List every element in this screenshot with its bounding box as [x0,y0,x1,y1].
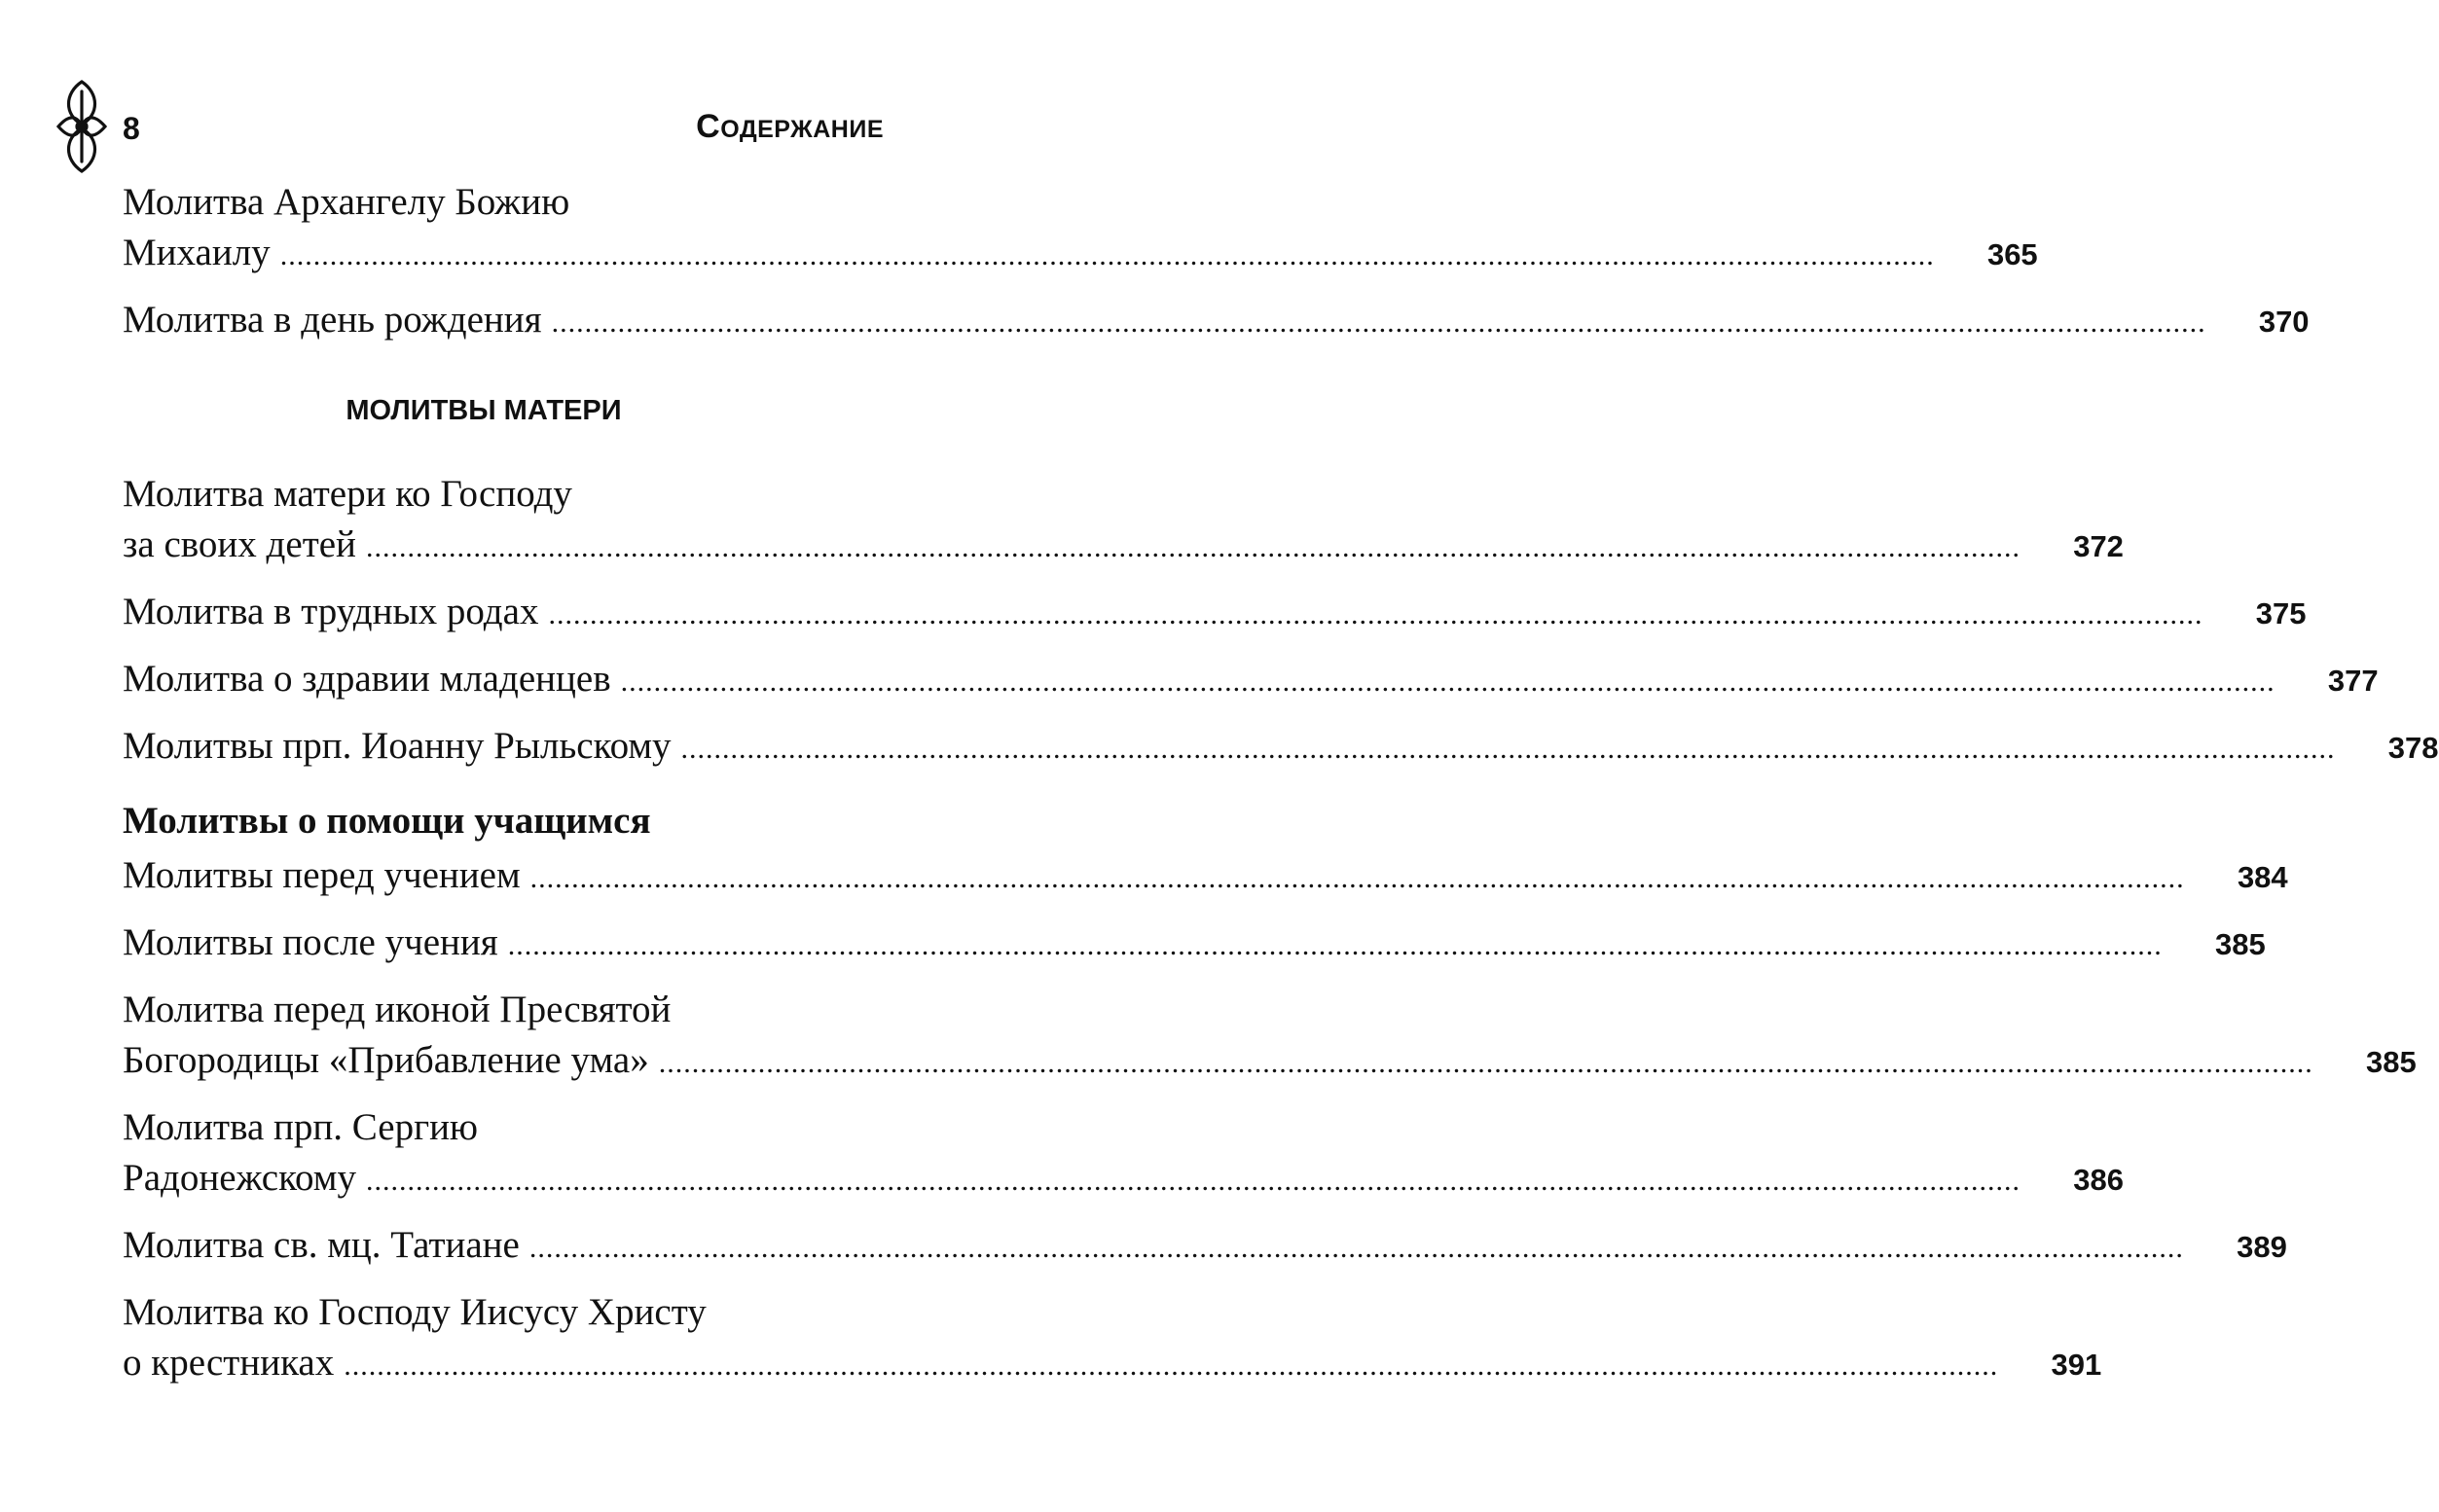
dot-leader: ........................................................................................................................................................................................................ [529,862,2185,894]
toc-entry-last-line [123,587,2307,640]
running-title-initial: С [696,108,721,145]
toc-page-number: 370 [2258,305,2310,339]
toc-entry [123,654,2379,707]
toc-entry-title: Молитвы после учения [123,921,498,963]
toc-entry-title-line: Молитва перед иконой Пресвятой [123,989,672,1030]
toc-page-number: 385 [2214,927,2266,961]
toc-entry-title: Молитва о здравии младенцев [123,658,611,700]
toc-entry-title: Молитвы прп. Иоанну Рыльскому [123,725,672,767]
toc-entry-title-line: Молитва матери ко Господу [123,473,572,515]
page-header [0,0,973,175]
toc-entry-title-line: Молитва прп. Сергию [123,1106,479,1148]
toc-entry-title-line: Молитва Архангелу Божию [123,181,570,223]
toc-entry-title: за своих детей [123,523,356,565]
table-of-contents [123,177,2439,1405]
dot-leader: ........................................................................................................................................................................................................ [365,531,2020,563]
toc-page-number: 384 [2237,860,2288,894]
toc-entry [123,1287,2102,1391]
dot-leader: ........................................................................................................................................................................................................ [551,306,2206,339]
toc-entry-last-line [123,1220,2287,1274]
subsection-heading: Молитвы о помощи учащимся [123,800,651,842]
toc-entry-last-line [123,228,2038,281]
toc-entry [123,587,2307,640]
toc-entry-title: Богородицы «Прибавление ума» [123,1039,649,1081]
toc-entry [123,295,2310,348]
dot-leader: ........................................................................................................................................................................................................ [680,733,2336,765]
toc-entry-last-line [123,295,2310,348]
toc-entry-last-line [123,1338,2102,1391]
toc-entry-last-line [123,850,2288,904]
toc-entry-last-line [123,918,2266,971]
dot-leader: ........................................................................................................................................................................................................ [344,1350,1999,1382]
toc-entry-title: Молитвы перед учением [123,854,521,896]
toc-entry [123,1102,2124,1206]
toc-group-students [123,850,2417,1391]
toc-entry-last-line [123,1035,2417,1089]
page-number: 8 [123,111,140,146]
toc-entry-title-line: Молитва ко Господу Иисусу Христу [123,1291,707,1333]
dot-leader: ........................................................................................................................................................................................................ [548,598,2203,630]
toc-entry [123,918,2266,971]
toc-entry-title: о крестниках [123,1342,335,1384]
toc-page-number: 377 [2327,664,2379,698]
toc-entry [123,985,2417,1089]
ornament-icon [56,78,107,175]
dot-leader: ........................................................................................................................................................................................................ [365,1165,2020,1197]
toc-entry [123,850,2288,904]
toc-page-number: 365 [1986,237,2038,271]
toc-page-number: 391 [2051,1348,2102,1382]
toc-entry [123,177,2038,281]
dot-leader: ........................................................................................................................................................................................................ [658,1047,2313,1079]
running-title [696,107,884,149]
toc-entry [123,1220,2287,1274]
toc-page-number: 375 [2255,596,2307,630]
toc-entry-title: Молитва в день рождения [123,299,542,341]
toc-entry-title: Михаилу [123,232,271,273]
toc-group-mother [123,469,2439,774]
toc-group-top [123,177,2310,348]
toc-entry-last-line [123,1153,2124,1206]
toc-page-number: 386 [2073,1163,2124,1197]
dot-leader: ........................................................................................................................................................................................................ [279,239,1935,271]
toc-entry [123,469,2124,573]
toc-page-number: 389 [2237,1230,2287,1264]
toc-page-number: 385 [2365,1045,2417,1079]
toc-entry [123,721,2439,774]
toc-page-number: 378 [2387,731,2439,765]
dot-leader: ........................................................................................................................................................................................................ [507,929,2163,961]
toc-entry-last-line [123,721,2439,774]
toc-entry-last-line [123,654,2379,707]
toc-entry-title: Радонежскому [123,1157,356,1199]
toc-entry-title: Молитва св. мц. Татиане [123,1224,520,1266]
toc-entry-last-line [123,520,2124,573]
toc-page-number: 372 [2073,529,2124,563]
running-title-rest: ОДЕРЖАНИЕ [720,116,884,143]
dot-leader: ........................................................................................................................................................................................................ [528,1232,2184,1264]
section-heading: МОЛИТВЫ МАТЕРИ [346,395,622,426]
dot-leader: ........................................................................................................................................................................................................ [620,666,2275,698]
toc-entry-title: Молитва в трудных родах [123,591,539,632]
